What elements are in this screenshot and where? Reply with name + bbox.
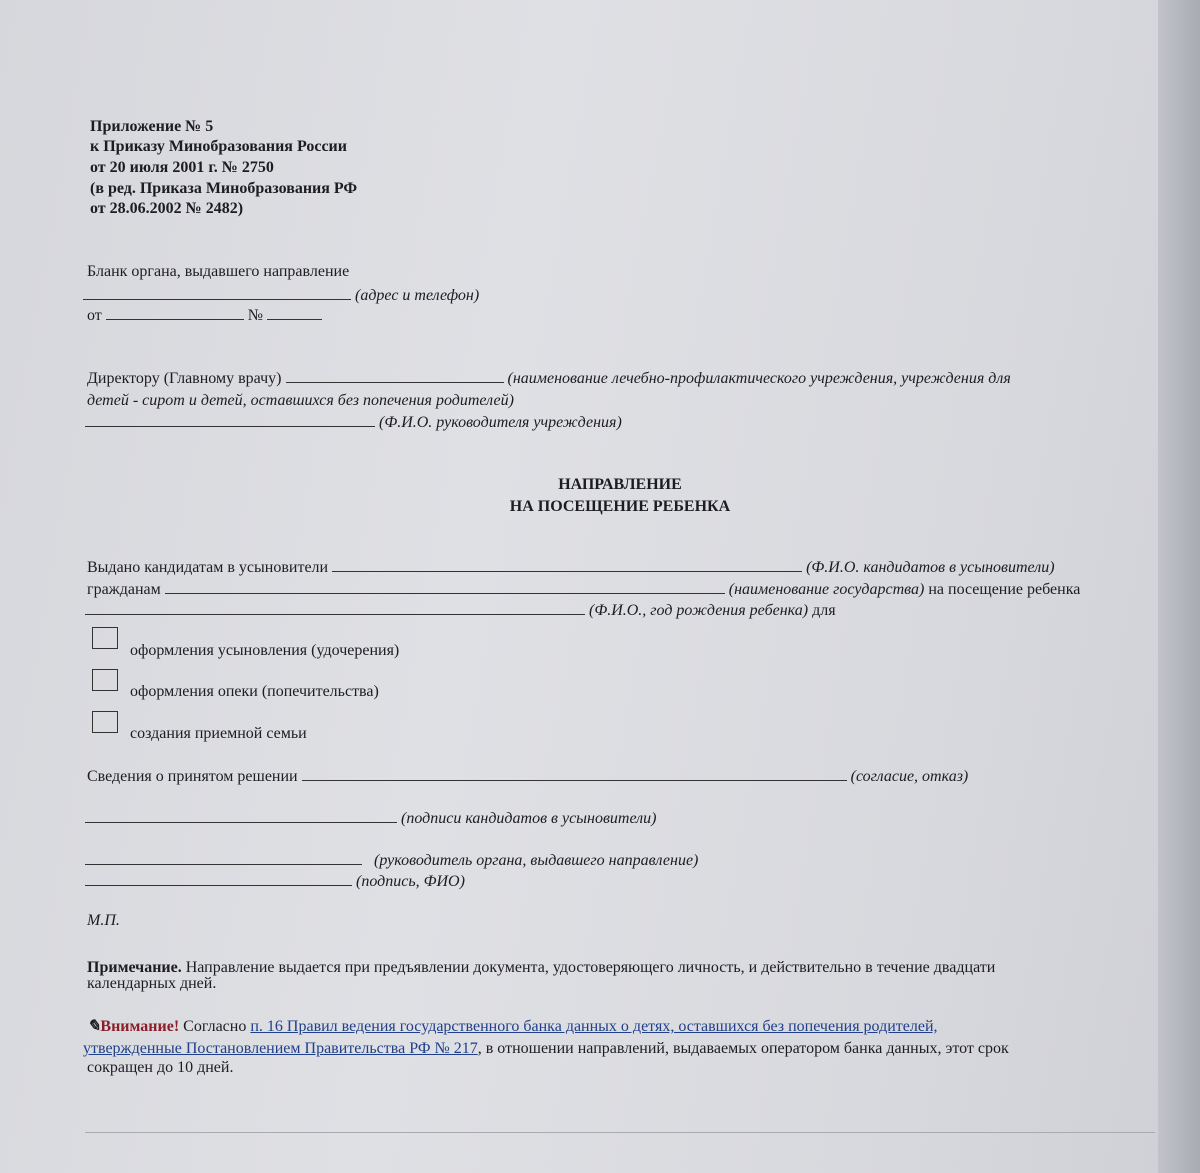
candidates-signature-hint: (подписи кандидатов в усыновители) <box>401 810 657 827</box>
issued-row <box>87 557 1055 578</box>
header-line: от 20 июля 2001 г. № 2750 <box>90 159 274 176</box>
addressee-row <box>87 368 1011 389</box>
child-blank[interactable] <box>85 600 585 615</box>
option-label: создания приемной семьи <box>130 725 307 742</box>
warning-line-2 <box>83 1039 1009 1059</box>
sign-row <box>85 871 465 892</box>
header-line: Приложение № 5 <box>90 118 214 135</box>
head-row <box>85 412 622 433</box>
number-label: № <box>247 307 264 324</box>
seal-mark: М.П. <box>87 912 120 929</box>
warning-post: , в отношении направлений, выдаваемых оператором банка данных, этот срок <box>477 1040 1009 1057</box>
decision-hint: (согласие, отказ) <box>850 768 969 785</box>
for-text: для <box>812 602 836 619</box>
visit-text: на посещение ребенка <box>928 581 1081 598</box>
note-line-2: календарных дней. <box>87 975 217 992</box>
issued-hint: (Ф.И.О. кандидатов в усыновители) <box>806 559 1055 576</box>
child-hint: (Ф.И.О., год рождения ребенка) <box>589 602 809 619</box>
address-hint: (адрес и телефон) <box>355 287 480 304</box>
institution-blank[interactable] <box>286 368 504 383</box>
state-hint: (наименование государства) <box>728 581 925 598</box>
option-checkbox-foster-family[interactable] <box>92 711 118 733</box>
sign-blank[interactable] <box>85 871 352 886</box>
candidates-signature-blank[interactable] <box>85 808 397 823</box>
candidates-signature-row <box>85 808 656 829</box>
decision-label: Сведения о принятом решении <box>87 768 298 785</box>
addressee-label: Директору (Главному врачу) <box>87 370 282 387</box>
option-label: оформления усыновления (удочерения) <box>130 642 400 659</box>
citizens-row <box>87 579 1080 600</box>
warning-line-3: сокращен до 10 дней. <box>87 1059 234 1076</box>
institution-hint: (наименование лечебно-профилактического учреждения, учреждения для <box>507 370 1011 387</box>
doc-title-1: НАПРАВЛЕНИЕ <box>558 476 682 493</box>
head-hint: (Ф.И.О. руководителя учреждения) <box>379 414 622 431</box>
page-divider <box>85 1132 1155 1133</box>
warning-label: Внимание! <box>100 1018 180 1035</box>
doc-title-2: НА ПОСЕЩЕНИЕ РЕБЕНКА <box>509 498 731 515</box>
institution-hint-2: детей - сирот и детей, оставшихся без попечения родителей) <box>87 392 514 409</box>
pen-icon: ✎ <box>87 1018 101 1035</box>
option-label: оформления опеки (попечительства) <box>130 683 379 700</box>
page-edge-shadow <box>1158 0 1200 1173</box>
number-blank[interactable] <box>267 305 322 320</box>
head-signature-blank[interactable] <box>85 850 362 865</box>
warning-pre: Согласно <box>183 1018 247 1035</box>
date-blank[interactable] <box>106 305 244 320</box>
decision-blank[interactable] <box>302 766 847 781</box>
warning-line-1 <box>87 1017 938 1037</box>
note-text: Направление выдается при предъявлении документа, удостоверяющего личность, и действительно в течение двадцати <box>185 959 996 976</box>
header-line: от 28.06.2002 № 2482) <box>90 200 244 217</box>
note-line-1 <box>87 958 995 978</box>
option-checkbox-adoption[interactable] <box>92 627 118 649</box>
note-label: Примечание. <box>87 959 182 976</box>
sign-hint: (подпись, ФИО) <box>356 873 465 890</box>
issuer-address-row <box>83 285 479 306</box>
child-row <box>85 600 836 621</box>
decision-row <box>87 766 968 787</box>
issuer-label: Бланк органа, выдавшего направление <box>87 263 350 280</box>
issuer-date-row <box>87 305 322 326</box>
resolution-link[interactable]: утвержденные Постановлением Правительства РФ № 217 <box>83 1040 478 1057</box>
head-signature-row <box>85 850 698 871</box>
head-signature-hint: (руководитель органа, выдавшего направление) <box>374 852 699 869</box>
state-blank[interactable] <box>165 579 725 594</box>
citizens-label: гражданам <box>87 581 161 598</box>
rules-link[interactable]: п. 16 Правил ведения государственного банка данных о детях, оставшихся без попечения родителей, <box>250 1018 938 1035</box>
address-blank[interactable] <box>83 285 351 300</box>
candidates-blank[interactable] <box>332 557 802 572</box>
head-blank[interactable] <box>85 412 375 427</box>
header-line: к Приказу Минобразования России <box>90 138 347 155</box>
option-checkbox-guardianship[interactable] <box>92 669 118 691</box>
issued-label: Выдано кандидатам в усыновители <box>87 559 329 576</box>
from-label: от <box>87 307 102 324</box>
header-line: (в ред. Приказа Минобразования РФ <box>90 180 358 197</box>
